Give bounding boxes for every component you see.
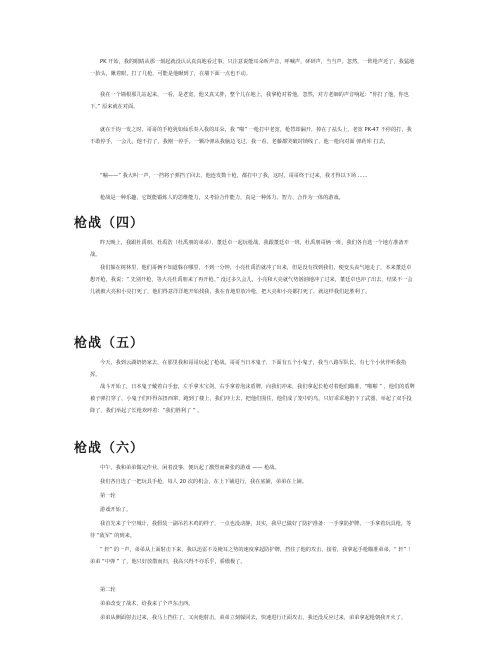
paragraph-section6-setup: 我们各自选了一把玩具手枪，每人 20 次的机会，在上下铺进行，我在底铺，弟弟在上铺。 <box>100 479 308 485</box>
paragraph-round2-attack: 弟弟从侧面射击过来，我马上挡住了，又向他射击，弟弟立刻躲回去，快速进行正面攻击，我还没反应过来，弟弟拿起枪朝我开火了。 <box>100 615 407 621</box>
paragraph-wall-corner: 我在一个墙根那儿站起来，一看，是老宽，他又真又胖，整个儿在地上，我拿枪对着他，忽然，对方老師的声音响起：“你打了他，你也下。” 原来就在对面。 <box>90 92 409 110</box>
paragraph-round2-tactic: 弟弟改变了战术，给我来了个声东击西。 <box>100 601 194 607</box>
round-two-label: 第二轮 <box>100 587 116 593</box>
paragraph-section5-battle: 战斗开始了，日本鬼子戴着白手套，左手拿木宝剑，右手拿着泡沫盾牌，向我们冲来，我们拿起长枪对着他们瞄准，“啪啪 ” ，他们的盾牌被子弹打穿了，小鬼子们吓得东扭西窜，跑到了楼上，我们冲上去，把他们围住，他们成了笼中的鸟，只好乖乖地扔下了武器，举起了双手投降了，我们举起了长枪欢呼着：“我们胜利了 ” 。 <box>90 384 415 414</box>
paragraph-shout: “嘣——” 我大叫一声，一挡将子弹挡了回去，他连发数十枪，都打中了我，这时，哥哥终于过来，我才得以下场 ...... <box>100 173 368 179</box>
paragraph-section4-battle: 我们躲在树林里，他们哥俩不知道躲在哪里，不到一分钟，小亮杜禹浩就冲了出来，但是没有找到我们，便变头丧气地走了，本来董廷卓想开枪，我说：“ 先别开枪，等大亮杜禹朋来了再开枪。” 没过多久会儿，小亮和大亮就气势汹汹地冲了过来，董廷卓也冲了出去，结果不一会儿就被大亮和小亮打死了，他们得意洋洋地开始找我，我在肯地里放冷枪，把大亮和小亮都打死了，就这样我们赶胜利了。 <box>90 265 413 295</box>
section-heading-6: 枪战（六） <box>74 441 145 456</box>
section-heading-5: 枪战（五） <box>74 336 145 351</box>
paragraph-section4-intro: 昨天晚上，我跟杜禹朋、杜禹浩（杜禹朋的弟弟）、董廷卓一起玩枪战，我跟董廷卓一班，杜禹朋哥俩一班，我们各自选一个地方准备开战。 <box>90 240 409 258</box>
paragraph-round1-strategy: 我首先来了个空城计，我假装一副吊若木鸡的样子，一点也没动静，其实，我早已做好了防护准备：一手拿防护牌，一手拿着玩具枪，等待 “敌军” 的到来。 <box>90 521 412 539</box>
section-heading-4: 枪战（四） <box>74 216 145 231</box>
paragraph-summary: 枪战是一种乐趣，它既能锻炼人的思维能力，又考验合作能力，真是一种体力、智力、合作为一体的游戏。 <box>100 195 344 201</box>
paragraph-section6-intro: 中午，我和弟弟做完作业，闲着没事，便玩起了激烈而紧张的游戏 —— 枪战。 <box>100 465 280 471</box>
paragraph-game-start: 游戏开始了。 <box>100 507 132 513</box>
paragraph-section5-intro: 今天，我到云湖奶奶家去，在那里我和哥哥玩起了枪战，哥哥当日本鬼子，下面有五个小鬼子，我当八路军队长，有七个小伙伴听我指挥。 <box>90 360 407 378</box>
round-one-label: 第一轮 <box>100 493 116 499</box>
paragraph-pk-start: PK 开始，我的眼睛从那一刻起就没认认真真地看过事，只注意说能耳朵听声音，呼喊声，砰砰声，当当声，忽然，一阵枪声近了，我猛地一抬头，瞅着眼，打了几枪，可能是他瞅到了，在墙下面一点也不动。 <box>90 59 415 77</box>
paragraph-critical-moment: 就在千钧一发之时，哥哥的手枪犹如仙乐奏入我的耳朵，我 “啪” 一枪打中老宽，枪替却漏开，掉在了祛头上，老宽 PK-47 不停的打，我不敢停手，一会儿，他不打了，我刚一停手，一颗冷弹从我脑边飞过，我一看，老藤都哭破封锁线了，他一枪向对面 弹药库 打去， <box>90 127 412 145</box>
paragraph-round1-result: “ 轩” 的一声，弟弟从上面射击下来，我以迅雷不及掩耳之势的速度拿起防护牌，挡住了他的攻击，接着，我拿起手枪瞄准弟弟，“ 轩” ！弟弟 “中弹 ” 了，他只好放散而归，我高兴得不亦乐乎，骄傲极了。 <box>90 547 414 565</box>
